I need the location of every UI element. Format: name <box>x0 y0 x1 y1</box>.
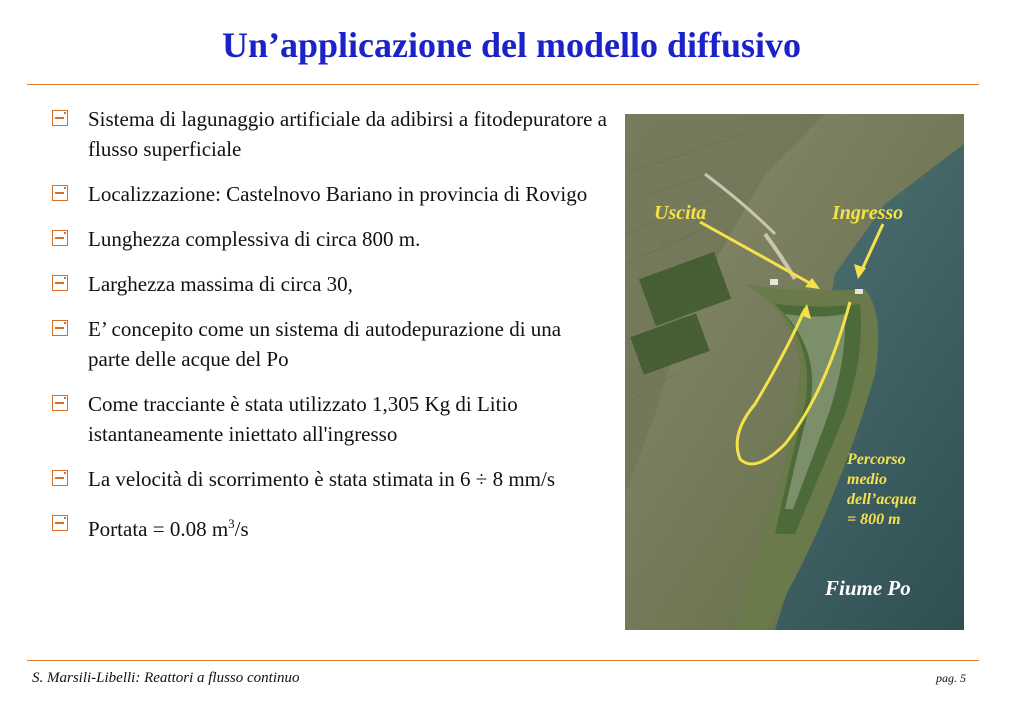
bullet-icon <box>52 110 68 126</box>
bullet-list <box>52 104 612 559</box>
bullet-item <box>52 389 598 449</box>
percorso-line: dell’acqua <box>847 491 917 508</box>
percorso-line: medio <box>847 471 887 488</box>
bullet-item <box>52 104 612 164</box>
bullet-icon <box>52 320 68 336</box>
percorso-line: = 800 m <box>847 511 901 528</box>
bottom-divider <box>27 660 979 661</box>
bullet-item <box>52 224 612 254</box>
bullet-text: Lunghezza complessiva di circa 800 m. <box>88 227 421 251</box>
bullet-text: Localizzazione: Castelnovo Bariano in provincia di Rovigo <box>88 182 588 206</box>
bullet-item <box>52 314 608 374</box>
bullet-text: Larghezza massima di circa 30, <box>88 272 353 296</box>
label-fiume-po: Fiume Po <box>825 576 911 600</box>
bullet-icon <box>52 395 68 411</box>
footer-page-number: pag. 5 <box>936 671 966 685</box>
percorso-label <box>847 450 916 530</box>
slide-title: Un’applicazione del modello diffusivo <box>221 25 802 65</box>
bullet-icon <box>52 515 68 531</box>
bullet-icon <box>52 470 68 486</box>
bullet-text: E’ concepito come un sistema di autodepurazione di una parte delle acque del Po <box>88 317 562 371</box>
bullet-item <box>52 269 612 299</box>
bullet-text-before: Portata = 0.08 m <box>88 517 229 541</box>
bullet-item <box>52 179 612 209</box>
bullet-item <box>52 464 608 494</box>
top-divider <box>27 84 979 85</box>
bullet-icon <box>52 230 68 246</box>
bullet-item <box>52 509 612 544</box>
footer-author: S. Marsili-Libelli: Reattori a flusso continuo <box>32 670 300 686</box>
bullet-text-after: /s <box>234 517 249 541</box>
bullet-icon <box>52 185 68 201</box>
bullet-superscript: 3 <box>228 516 235 531</box>
aerial-photo-graphic <box>625 114 964 630</box>
bullet-icon <box>52 275 68 291</box>
percorso-line: Percorso <box>847 451 906 468</box>
bullet-text: Sistema di lagunaggio artificiale da adibirsi a fitodepuratore a flusso superficiale <box>88 107 607 161</box>
label-uscita: Uscita <box>654 202 707 224</box>
bullet-text: La velocità di scorrimento è stata stimata in 6 ÷ 8 mm/s <box>88 467 555 491</box>
label-ingresso: Ingresso <box>832 202 904 224</box>
aerial-photo <box>625 114 964 630</box>
bullet-text: Come tracciante è stata utilizzato 1,305 Kg di Litio istantaneamente iniettato all'ingresso <box>88 392 518 446</box>
